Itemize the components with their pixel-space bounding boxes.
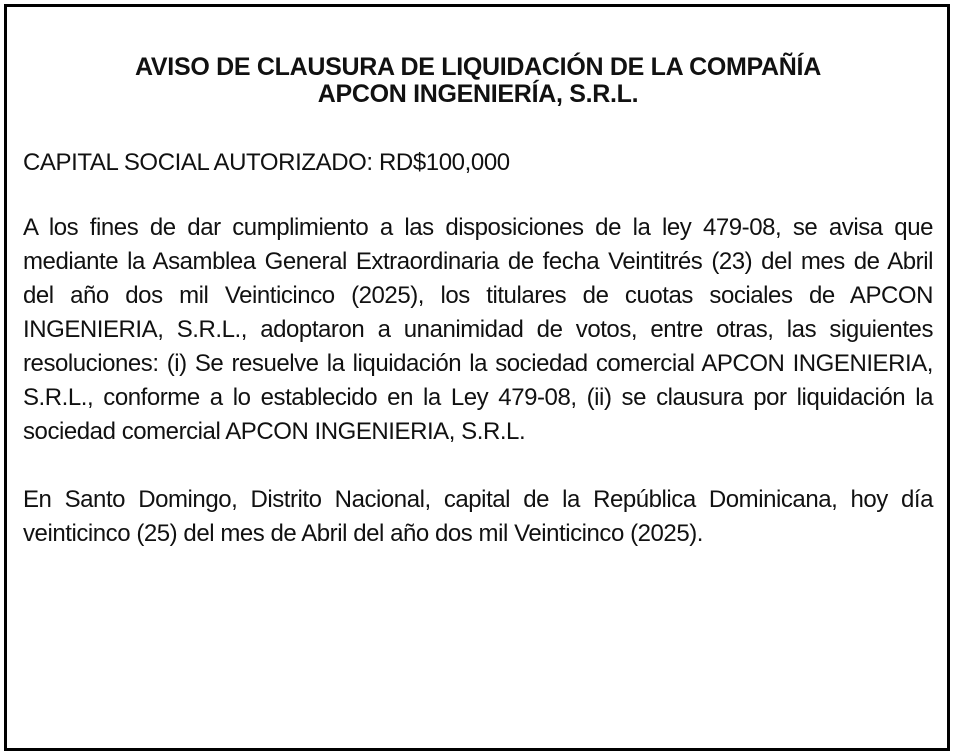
notice-frame <box>4 4 950 751</box>
resolution-paragraph: A los fines de dar cumplimiento a las disposiciones de la ley 479-08, se avisa que mediante la Asamblea General Extraordinaria de fecha Veintitrés (23) del mes de Abril del año dos mil Veinticinco (2025), los titulares de cuotas sociales de APCON INGENIERIA, S.R.L., adoptaron a unanimidad de votos, entre otras, las siguientes resoluciones: (i) Se resuelve la liquidación la sociedad comercial APCON INGENIERIA, S.R.L., conforme a lo establecido en la Ley 479-08, (ii) se clausura por liquidación la sociedad comercial APCON INGENIERIA, S.R.L. <box>23 214 933 445</box>
notice-title-line1: AVISO DE CLAUSURA DE LIQUIDACIÓN DE LA COMPAÑÍA <box>135 53 821 81</box>
closing-paragraph: En Santo Domingo, Distrito Nacional, capital de la República Dominicana, hoy día veinticinco (25) del mes de Abril del año dos mil Veinticinco (2025). <box>23 486 933 547</box>
capital-statement: CAPITAL SOCIAL AUTORIZADO: RD$100,000 <box>23 149 510 176</box>
notice-title <box>23 54 933 108</box>
notice-title-line2: APCON INGENIERÍA, S.R.L. <box>317 80 639 108</box>
notice-body <box>23 54 933 551</box>
